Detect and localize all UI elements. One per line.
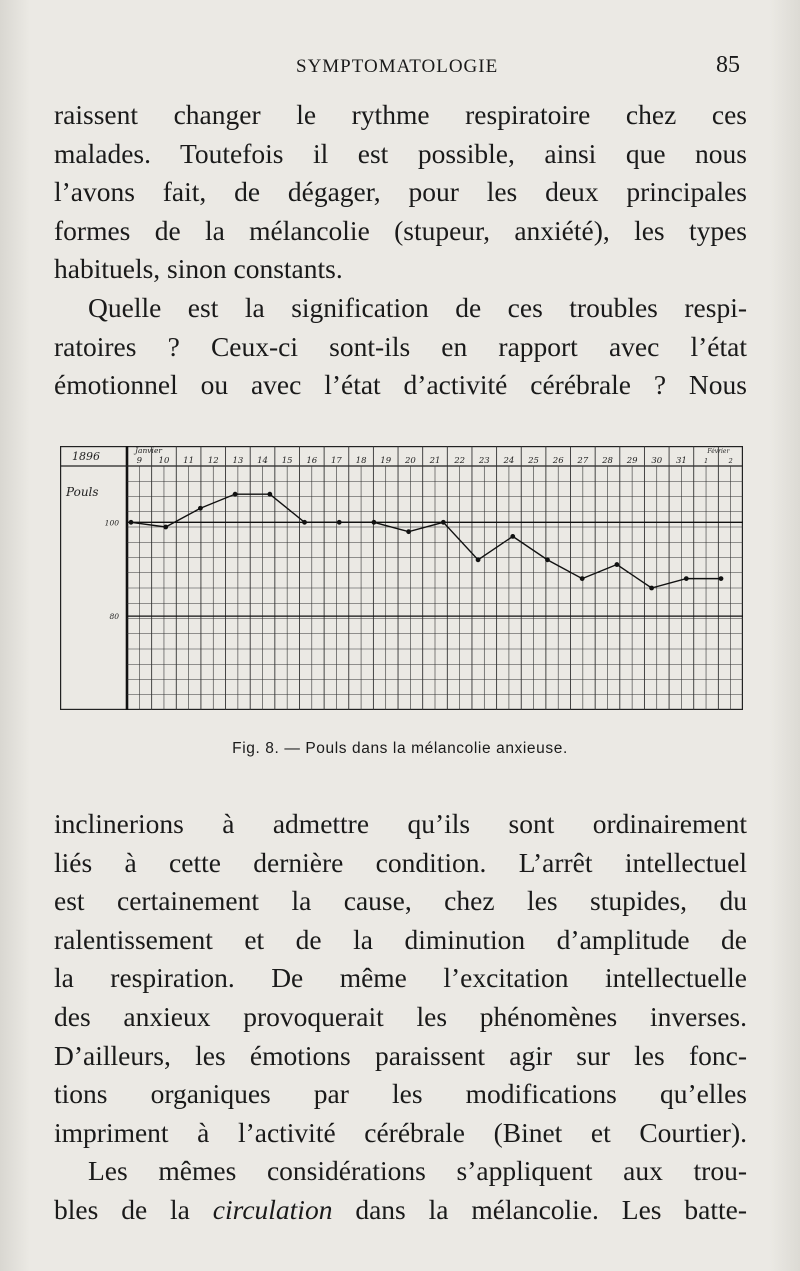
text-line: liés à cette dernière condition. L’arrêt intellectuel (54, 846, 747, 878)
x-tick-label: 23 (478, 456, 490, 466)
pulse-data-point (441, 520, 446, 525)
x-tick-label: 29 (626, 456, 638, 466)
text-fragment: bles de la (54, 1193, 213, 1225)
text-line: raissent changer le rythme respiratoire chez ces (54, 99, 747, 130)
figure-caption: Fig. 8. — Pouls dans la mélancolie anxieuse. (232, 740, 568, 757)
x-tick-label-end: 1 (703, 457, 709, 465)
pulse-data-point (580, 576, 585, 581)
pulse-data-point (233, 492, 238, 497)
pulse-data-point (129, 520, 134, 525)
text-line: ratoires ? Ceux-ci sont-ils en rapport avec l’état (54, 330, 747, 362)
pulse-data-point (510, 534, 515, 539)
x-tick-label: 12 (207, 456, 219, 466)
x-tick-label: 24 (503, 456, 515, 466)
x-tick-label: 18 (355, 456, 367, 466)
text-line: ralentissement et de la diminution d’amplitude de (54, 923, 747, 955)
text-line: impriment à l’activité cérébrale (Binet et Courtier). (54, 1116, 747, 1148)
italic-word: circulation (212, 1193, 333, 1225)
text-line: tions organiques par les modifications qu’elles (54, 1078, 747, 1110)
pulse-data-point (163, 525, 168, 530)
row-label-pouls: Pouls (66, 485, 99, 499)
text-line: l’avons fait, de dégager, pour les deux principales (54, 176, 747, 208)
y-tick-label: 100 (104, 518, 119, 528)
x-tick-label: 30 (651, 456, 663, 466)
chart-frame (61, 447, 743, 710)
x-tick-label: 20 (404, 456, 416, 466)
x-tick-label: 11 (183, 456, 195, 466)
month-label-february: Février (707, 448, 730, 455)
month-label-january: Janvier (135, 446, 162, 455)
pulse-data-point (614, 562, 619, 567)
year-label: 1896 (72, 450, 100, 463)
x-tick-label: 22 (454, 456, 466, 466)
x-tick-label: 9 (136, 456, 143, 466)
pulse-data-point (545, 557, 550, 562)
text-line-last (54, 1191, 747, 1230)
pulse-data-point (684, 576, 689, 581)
text-line: malades. Toutefois il est possible, ainsi que nous (54, 137, 747, 169)
text-line: inclinerions à admettre qu’ils sont ordinairement (54, 808, 747, 839)
x-tick-label: 10 (158, 456, 170, 466)
pulse-data-point (337, 520, 342, 525)
x-tick-label: 17 (331, 456, 342, 466)
x-tick-label: 26 (552, 456, 564, 466)
x-tick-label: 21 (429, 456, 441, 466)
x-tick-label: 31 (675, 456, 687, 466)
x-tick-label: 15 (281, 456, 293, 466)
paragraph-top (54, 96, 747, 405)
pulse-data-point (406, 529, 411, 534)
pulse-data-point (649, 586, 654, 591)
x-tick-label: 27 (577, 456, 589, 466)
running-head (0, 52, 800, 82)
text-line: habituels, sinon constants. (54, 253, 343, 285)
pulse-data-point (476, 557, 481, 562)
x-tick-label: 14 (257, 456, 268, 466)
pulse-data-point (302, 520, 307, 525)
x-tick-label-end: 2 (728, 457, 733, 465)
x-tick-label: 16 (306, 456, 318, 466)
x-tick-label: 28 (602, 456, 613, 466)
text-line: Quelle est la signification de ces troubles respi- (88, 291, 747, 323)
text-line: émotionnel ou avec l’état d’activité cérébrale ? Nous (54, 369, 747, 401)
x-tick-label: 25 (528, 456, 539, 466)
x-tick-label: 13 (232, 456, 244, 466)
running-head-title: SYMPTOMATOLOGIE (296, 56, 499, 77)
y-tick-label: 80 (109, 612, 119, 622)
text-line: formes de la mélancolie (stupeur, anxiété), les types (54, 214, 747, 246)
pulse-chart-figure (60, 446, 743, 710)
pulse-data-point (372, 520, 377, 525)
pulse-data-point (198, 506, 203, 511)
text-line: la respiration. De même l’excitation intellectuelle (54, 962, 747, 994)
paragraph-bottom (54, 805, 747, 1230)
pulse-series-line (131, 494, 721, 588)
page-number: 85 (716, 52, 740, 78)
x-tick-label: 19 (380, 456, 392, 466)
text-line: D’ailleurs, les émotions paraissent agir sur les fonc- (54, 1039, 747, 1071)
pulse-data-point (267, 492, 272, 497)
text-line: Les mêmes considérations s’appliquent aux trou- (88, 1155, 747, 1187)
text-line: est certainement la cause, chez les stupides, du (54, 885, 747, 917)
text-line: des anxieux provoquerait les phénomènes inverses. (54, 1000, 747, 1032)
pulse-data-point (719, 576, 724, 581)
pulse-chart (60, 446, 743, 710)
text-fragment: dans la mélancolie. Les batte- (332, 1193, 747, 1225)
